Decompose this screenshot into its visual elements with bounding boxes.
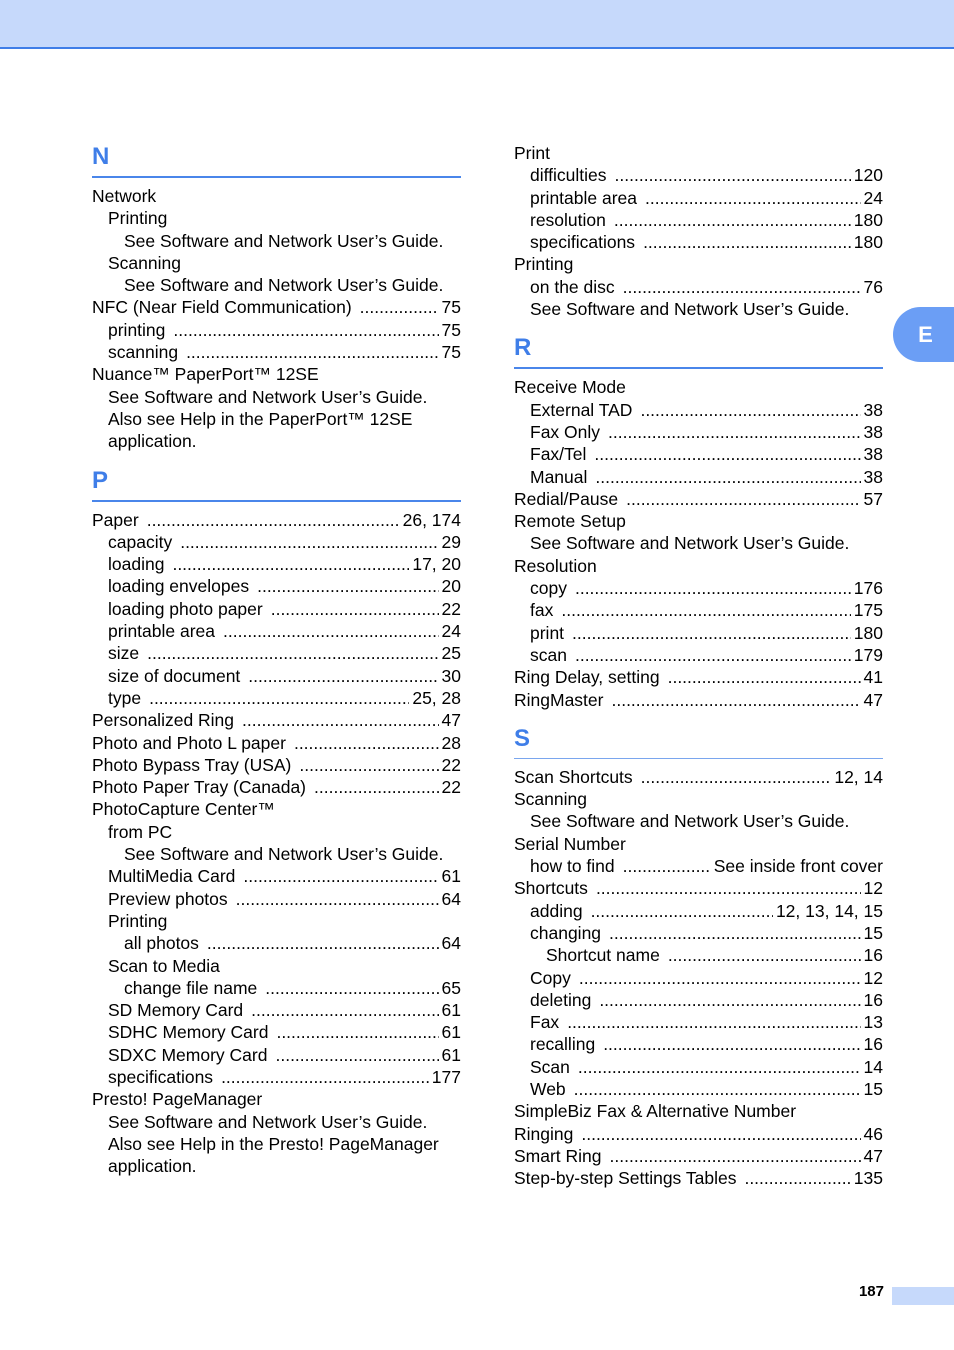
index-entry xyxy=(514,967,883,989)
index-page-ref: See inside front cover xyxy=(713,856,883,877)
index-page-ref: 175 xyxy=(853,600,883,621)
index-entry xyxy=(514,488,883,510)
index-term: fax xyxy=(530,600,554,621)
index-page-ref: 13 xyxy=(863,1012,883,1033)
dot-leader xyxy=(242,709,439,731)
index-entry xyxy=(92,1088,461,1110)
index-entry xyxy=(92,1066,461,1088)
dot-leader xyxy=(575,577,851,599)
index-page-ref: 22 xyxy=(441,754,461,775)
index-term: printable area xyxy=(108,621,216,642)
index-term: how to find xyxy=(530,856,615,877)
index-term: Printing xyxy=(514,254,574,275)
index-term: Photo Paper Tray (Canada) xyxy=(92,777,307,798)
section-letter-r: R xyxy=(514,333,883,369)
index-entry xyxy=(514,466,883,488)
index-page-ref: 61 xyxy=(441,1000,461,1021)
index-term: Resolution xyxy=(514,555,597,576)
section-letter-p: P xyxy=(92,466,461,502)
dot-leader xyxy=(314,776,439,798)
dot-leader xyxy=(615,164,851,186)
index-page-ref: 12 xyxy=(863,878,883,899)
index-page-ref: 75 xyxy=(441,342,461,363)
dot-leader xyxy=(236,888,439,910)
index-term: Nuance™ PaperPort™ 12SE xyxy=(92,364,319,385)
index-entry xyxy=(514,599,883,621)
index-term: See Software and Network User’s Guide. xyxy=(124,275,444,296)
index-term: RingMaster xyxy=(514,689,604,710)
index-term: See Software and Network User’s Guide. xyxy=(530,811,850,832)
index-page-ref: 61 xyxy=(441,1022,461,1043)
index-entry xyxy=(514,1078,883,1100)
index-entry xyxy=(514,187,883,209)
index-page-ref: 61 xyxy=(441,1044,461,1065)
index-entry xyxy=(514,253,883,275)
index-term: adding xyxy=(530,900,583,921)
index-entry xyxy=(92,955,461,977)
index-entry xyxy=(92,252,461,274)
index-page-ref: 12 xyxy=(863,967,883,988)
index-entry xyxy=(514,1167,883,1189)
index-term: See Software and Network User’s Guide. xyxy=(530,533,850,554)
index-term: Ring Delay, setting xyxy=(514,667,660,688)
index-entry xyxy=(514,532,883,554)
index-term: printable area xyxy=(530,187,638,208)
index-entry xyxy=(514,1011,883,1033)
index-term: Serial Number xyxy=(514,833,626,854)
index-entry xyxy=(514,766,883,788)
index-term: Smart Ring xyxy=(514,1145,602,1166)
index-term: size xyxy=(108,643,140,664)
index-page-ref: 46 xyxy=(863,1123,883,1144)
section-letter-n: N xyxy=(92,142,461,178)
dot-leader xyxy=(744,1167,850,1189)
index-term: specifications xyxy=(108,1066,214,1087)
dot-leader xyxy=(221,1066,429,1088)
index-entry xyxy=(514,577,883,599)
index-page-ref: 65 xyxy=(441,977,461,998)
dot-leader xyxy=(668,666,861,688)
index-page-ref: 76 xyxy=(863,276,883,297)
index-page-ref: 15 xyxy=(863,1078,883,1099)
index-term: application. xyxy=(108,1156,197,1177)
index-page-ref: 75 xyxy=(441,319,461,340)
dot-leader xyxy=(251,999,438,1021)
dot-leader xyxy=(599,989,860,1011)
index-page-ref: 14 xyxy=(863,1056,883,1077)
dot-leader xyxy=(243,865,438,887)
index-entry xyxy=(92,1133,461,1155)
index-term: resolution xyxy=(530,209,606,230)
index-page-ref: 61 xyxy=(441,866,461,887)
index-term: Shortcut name xyxy=(546,945,660,966)
index-term: Copy xyxy=(530,967,571,988)
index-entry xyxy=(92,553,461,575)
index-page-ref: 64 xyxy=(441,888,461,909)
dot-leader xyxy=(567,1011,860,1033)
index-entry xyxy=(92,1044,461,1066)
index-entry xyxy=(92,207,461,229)
index-entry xyxy=(514,376,883,398)
index-term: type xyxy=(108,687,142,708)
index-entry xyxy=(514,1033,883,1055)
index-entry xyxy=(514,922,883,944)
index-entry xyxy=(92,575,461,597)
index-column-left xyxy=(92,142,461,1177)
index-page-ref: 16 xyxy=(863,945,883,966)
index-entry xyxy=(514,555,883,577)
index-entry xyxy=(514,855,883,877)
dot-leader xyxy=(640,399,860,421)
index-entry xyxy=(92,363,461,385)
index-entry xyxy=(514,298,883,320)
index-page-ref: 16 xyxy=(863,1034,883,1055)
dot-leader xyxy=(275,1044,438,1066)
index-entry xyxy=(92,821,461,843)
dot-leader xyxy=(207,932,439,954)
index-entry xyxy=(92,319,461,341)
index-entry xyxy=(514,900,883,922)
index-term: loading photo paper xyxy=(108,598,263,619)
index-entry xyxy=(514,989,883,1011)
dot-leader xyxy=(257,575,438,597)
index-page-ref: 24 xyxy=(863,187,883,208)
index-term: External TAD xyxy=(530,399,633,420)
index-term: Presto! PageManager xyxy=(92,1089,263,1110)
index-entry xyxy=(514,644,883,666)
index-term: specifications xyxy=(530,232,636,253)
index-term: Scan to Media xyxy=(108,955,220,976)
index-term: Step-by-step Settings Tables xyxy=(514,1168,737,1189)
index-term: scan xyxy=(530,644,567,665)
index-entry xyxy=(92,865,461,887)
index-term: all photos xyxy=(124,933,199,954)
dot-leader xyxy=(180,531,438,553)
index-term: scanning xyxy=(108,342,179,363)
index-page-ref: 177 xyxy=(431,1066,461,1087)
index-page-ref: 22 xyxy=(441,777,461,798)
index-term: Printing xyxy=(108,910,168,931)
index-page-ref: 24 xyxy=(441,621,461,642)
index-term: application. xyxy=(108,431,197,452)
dot-leader xyxy=(276,1021,438,1043)
index-term: Scan Shortcuts xyxy=(514,766,633,787)
index-term: capacity xyxy=(108,531,173,552)
index-entry xyxy=(514,1100,883,1122)
index-term: deleting xyxy=(530,989,592,1010)
dot-leader xyxy=(574,1078,861,1100)
index-term: SDHC Memory Card xyxy=(108,1022,269,1043)
index-entry xyxy=(92,230,461,252)
appendix-tab xyxy=(893,307,954,362)
index-entry xyxy=(514,276,883,298)
index-term: Printing xyxy=(108,208,168,229)
dot-leader xyxy=(609,922,860,944)
index-entry xyxy=(514,1123,883,1145)
index-entry xyxy=(514,399,883,421)
index-entry xyxy=(92,386,461,408)
index-page-ref: 176 xyxy=(853,578,883,599)
index-term: printing xyxy=(108,319,166,340)
index-entry xyxy=(92,185,461,207)
index-entry xyxy=(92,732,461,754)
dot-leader xyxy=(643,231,851,253)
index-page-ref: 17, 20 xyxy=(412,554,461,575)
index-page-ref: 47 xyxy=(863,1145,883,1166)
index-term: SimpleBiz Fax & Alternative Number xyxy=(514,1101,797,1122)
index-entry xyxy=(92,687,461,709)
index-page-ref: 47 xyxy=(863,689,883,710)
dot-leader xyxy=(294,732,439,754)
dot-leader xyxy=(645,187,861,209)
index-entry xyxy=(92,620,461,642)
index-entry xyxy=(514,164,883,186)
index-term: See Software and Network User’s Guide. xyxy=(108,386,428,407)
index-term: from PC xyxy=(108,821,173,842)
index-entry xyxy=(92,888,461,910)
dot-leader xyxy=(360,296,439,318)
index-term: NFC (Near Field Communication) xyxy=(92,297,352,318)
dot-leader xyxy=(147,642,438,664)
dot-leader xyxy=(561,599,850,621)
index-entry xyxy=(514,1145,883,1167)
index-page-ref: 29 xyxy=(441,531,461,552)
index-page-ref: 20 xyxy=(441,576,461,597)
index-page-ref: 16 xyxy=(863,989,883,1010)
index-term: MultiMedia Card xyxy=(108,866,236,887)
dot-leader xyxy=(608,421,861,443)
index-entry xyxy=(92,1155,461,1177)
index-term: Manual xyxy=(530,466,588,487)
index-entry xyxy=(514,443,883,465)
index-entry xyxy=(92,531,461,553)
dot-leader xyxy=(579,967,861,989)
index-term: Paper xyxy=(92,509,139,530)
index-column-right xyxy=(514,142,883,1189)
index-page-ref: 12, 14 xyxy=(834,766,883,787)
index-page-ref: 25, 28 xyxy=(412,687,461,708)
index-entry xyxy=(92,1021,461,1043)
dot-leader xyxy=(595,466,860,488)
index-page-ref: 47 xyxy=(441,710,461,731)
header-band xyxy=(0,0,954,49)
dot-leader xyxy=(603,1033,860,1055)
index-term: Receive Mode xyxy=(514,377,626,398)
index-term: Personalized Ring xyxy=(92,710,235,731)
dot-leader xyxy=(248,665,438,687)
index-page-ref: 120 xyxy=(853,165,883,186)
index-entry xyxy=(92,296,461,318)
index-page-ref: 38 xyxy=(863,399,883,420)
dot-leader xyxy=(641,766,832,788)
index-page-ref: 28 xyxy=(441,732,461,753)
index-page-ref: 38 xyxy=(863,466,883,487)
index-term: See Software and Network User’s Guide. xyxy=(124,230,444,251)
index-entry xyxy=(514,231,883,253)
index-page-ref: 180 xyxy=(853,622,883,643)
dot-leader xyxy=(626,488,860,510)
index-entry xyxy=(92,798,461,820)
dot-leader xyxy=(611,689,860,711)
index-term: See Software and Network User’s Guide. xyxy=(108,1111,428,1132)
dot-leader xyxy=(172,553,409,575)
dot-leader xyxy=(271,598,439,620)
index-entry xyxy=(514,421,883,443)
index-term: Redial/Pause xyxy=(514,488,619,509)
dot-leader xyxy=(173,319,438,341)
index-term: Also see Help in the PaperPort™ 12SE xyxy=(108,408,413,429)
index-term: PhotoCapture Center™ xyxy=(92,799,275,820)
index-term: See Software and Network User’s Guide. xyxy=(530,299,850,320)
dot-leader xyxy=(581,1123,860,1145)
index-term: difficulties xyxy=(530,165,607,186)
index-entry xyxy=(92,598,461,620)
dot-leader xyxy=(614,209,851,231)
index-entry xyxy=(514,788,883,810)
dot-leader xyxy=(572,622,851,644)
footer-tab xyxy=(892,1287,954,1305)
dot-leader xyxy=(147,509,400,531)
index-page-ref: 135 xyxy=(853,1168,883,1189)
index-page-ref: 25 xyxy=(441,643,461,664)
dot-leader xyxy=(594,443,860,465)
index-term: SDXC Memory Card xyxy=(108,1044,268,1065)
index-term: size of document xyxy=(108,665,241,686)
dot-leader xyxy=(186,341,438,363)
index-entry xyxy=(92,665,461,687)
index-page-ref: 12, 13, 14, 15 xyxy=(775,900,883,921)
index-entry xyxy=(514,833,883,855)
index-term: Network xyxy=(92,186,157,206)
index-term: Fax/Tel xyxy=(530,444,587,465)
index-page-ref: 15 xyxy=(863,922,883,943)
dot-leader xyxy=(575,644,851,666)
index-entry xyxy=(92,932,461,954)
index-term: Print xyxy=(514,143,550,163)
page-number: 187 xyxy=(858,1283,884,1300)
index-page-ref: 179 xyxy=(853,644,883,665)
index-page-ref: 22 xyxy=(441,598,461,619)
dot-leader xyxy=(596,877,861,899)
index-term: SD Memory Card xyxy=(108,1000,244,1021)
dot-leader xyxy=(299,754,438,776)
index-entry xyxy=(514,209,883,231)
index-term: Fax xyxy=(530,1012,560,1033)
index-page-ref: 180 xyxy=(853,209,883,230)
index-entry xyxy=(92,977,461,999)
dot-leader xyxy=(610,1145,861,1167)
index-entry xyxy=(92,999,461,1021)
index-term: print xyxy=(530,622,565,643)
index-term: Remote Setup xyxy=(514,511,626,532)
index-term: loading envelopes xyxy=(108,576,250,597)
index-page-ref: 180 xyxy=(853,232,883,253)
index-entry xyxy=(92,509,461,531)
index-term: loading xyxy=(108,554,165,575)
index-entry xyxy=(92,776,461,798)
index-term: Scanning xyxy=(108,252,181,273)
index-page-ref: 38 xyxy=(863,421,883,442)
index-term: Preview photos xyxy=(108,888,228,909)
index-term: Photo and Photo L paper xyxy=(92,732,286,753)
index-term: Scan xyxy=(530,1056,570,1077)
index-entry xyxy=(514,944,883,966)
index-entry xyxy=(514,689,883,711)
index-entry xyxy=(514,622,883,644)
index-term: recalling xyxy=(530,1034,596,1055)
index-term: Ringing xyxy=(514,1123,574,1144)
index-entry xyxy=(92,1111,461,1133)
index-entry xyxy=(514,877,883,899)
index-term: Also see Help in the Presto! PageManager xyxy=(108,1133,439,1154)
dot-leader xyxy=(623,855,711,877)
index-page-ref: 75 xyxy=(441,297,461,318)
index-term: Fax Only xyxy=(530,421,601,442)
index-entry xyxy=(514,142,883,164)
index-entry xyxy=(92,709,461,731)
dot-leader xyxy=(623,276,861,298)
index-page-ref: 38 xyxy=(863,444,883,465)
index-entry xyxy=(92,274,461,296)
dot-leader xyxy=(668,944,861,966)
dot-leader xyxy=(578,1056,861,1078)
index-entry xyxy=(92,430,461,452)
dot-leader xyxy=(149,687,409,709)
index-entry xyxy=(92,754,461,776)
index-entry xyxy=(514,810,883,832)
index-page-ref: 30 xyxy=(441,665,461,686)
index-entry xyxy=(92,642,461,664)
index-entry xyxy=(514,666,883,688)
index-term: on the disc xyxy=(530,276,615,297)
index-term: copy xyxy=(530,578,567,599)
dot-leader xyxy=(265,977,438,999)
index-entry xyxy=(92,843,461,865)
appendix-tab-letter: E xyxy=(918,321,933,347)
index-entry xyxy=(92,910,461,932)
index-entry xyxy=(92,408,461,430)
index-term: changing xyxy=(530,922,602,943)
index-page-ref: 26, 174 xyxy=(402,509,461,530)
index-term: See Software and Network User’s Guide. xyxy=(124,844,444,865)
dot-leader xyxy=(223,620,439,642)
index-term: Web xyxy=(530,1078,566,1099)
index-term: Photo Bypass Tray (USA) xyxy=(92,754,292,775)
dot-leader xyxy=(591,900,773,922)
index-term: change file name xyxy=(124,977,258,998)
index-entry xyxy=(514,510,883,532)
index-page-ref: 57 xyxy=(863,488,883,509)
index-term: Scanning xyxy=(514,789,587,810)
index-entry xyxy=(92,341,461,363)
index-page-ref: 41 xyxy=(863,667,883,688)
section-letter-s: S xyxy=(514,724,883,759)
index-term: Shortcuts xyxy=(514,878,588,899)
index-page-ref: 64 xyxy=(441,933,461,954)
index-entry xyxy=(514,1056,883,1078)
